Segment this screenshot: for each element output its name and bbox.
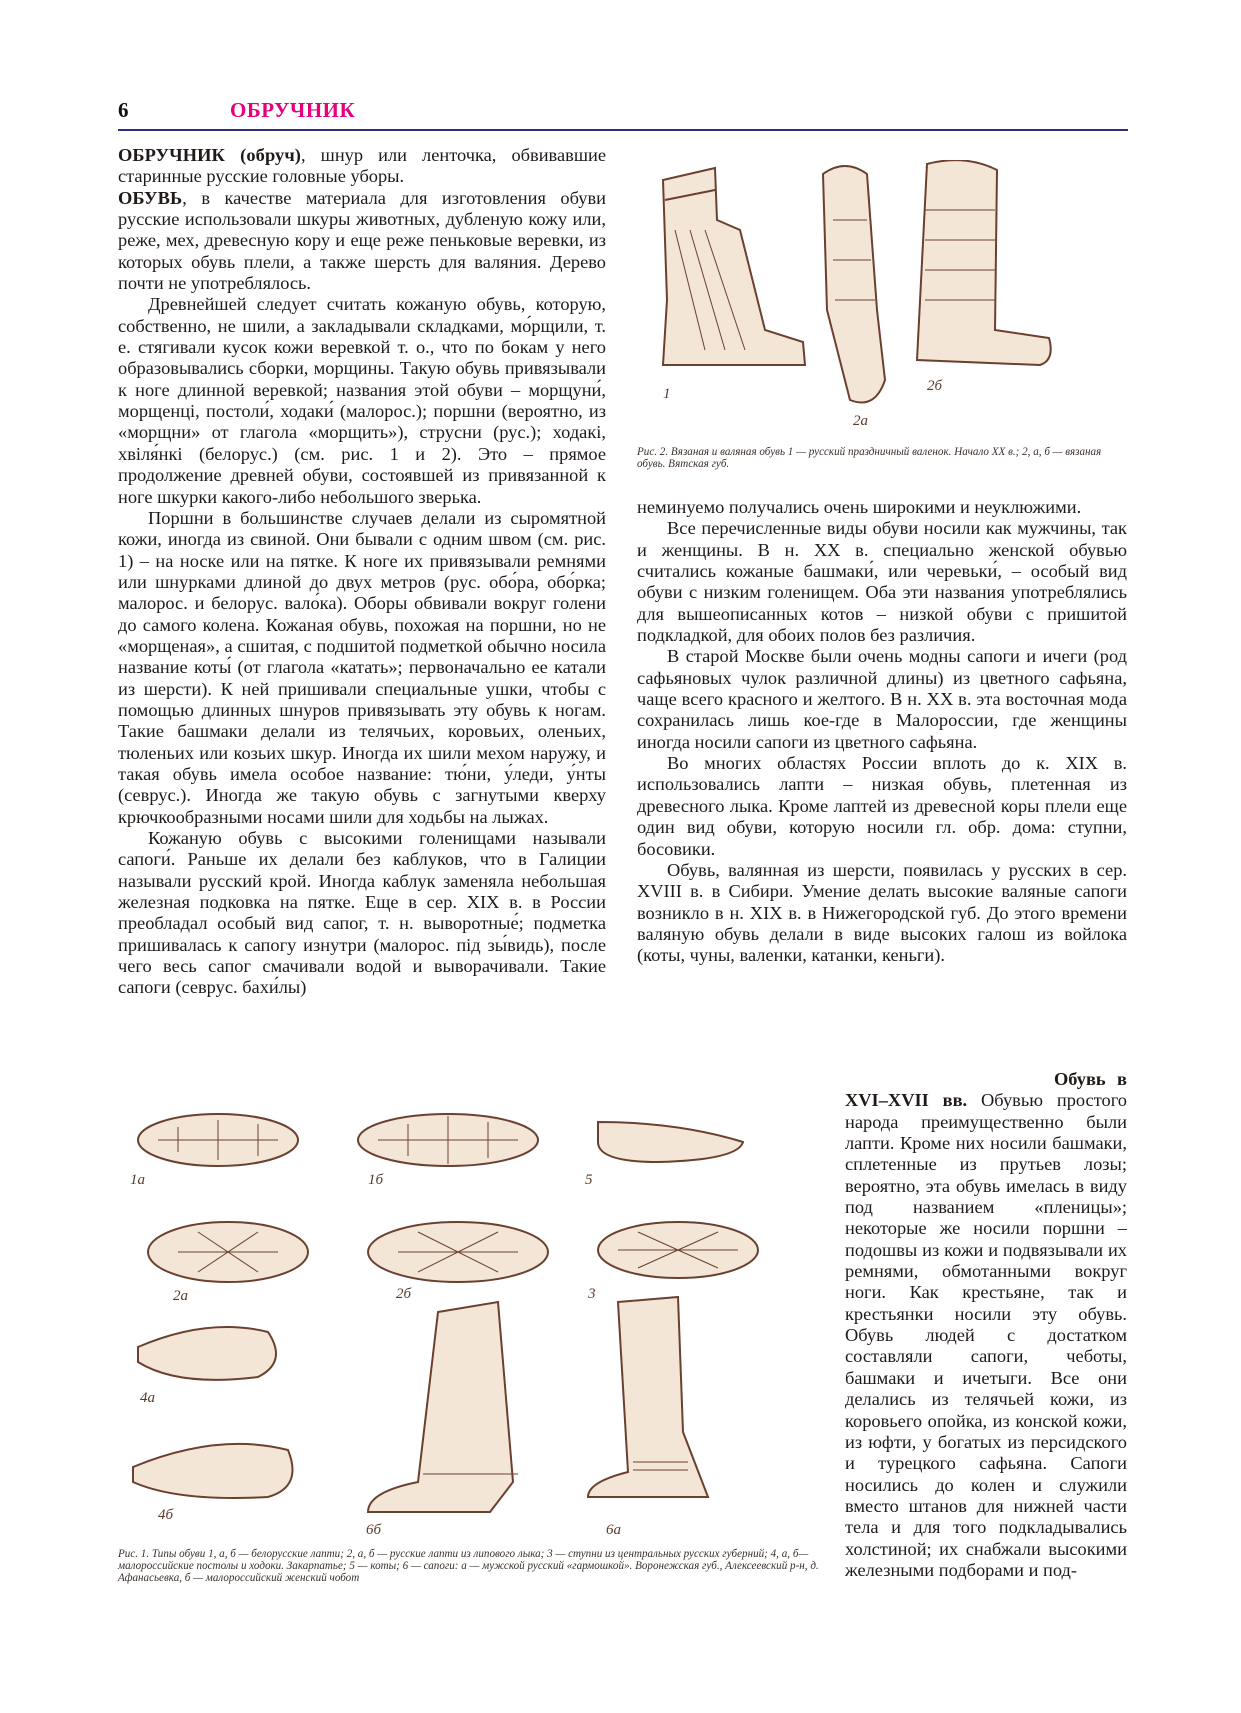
paragraph: Обувь, валянная из шерсти, появилась у русских в сер. XVIII в. в Сибири. Умение делать высокие валяные сапоги возникло в н. XIX в. в Нижегородской губ. До этого времени валяную обувь делали в виде высоких галош из войлока (коты, чуны, валенки, катанки, кеньги). xyxy=(637,859,1127,966)
hodaki-4b-shape xyxy=(133,1444,293,1498)
figure-label: 1б xyxy=(368,1172,384,1188)
entry-obuv: ОБУВЬ, в качестве материала для изготовления обуви русские использовали шкуры животных, дубленую кожу или, реже, мех, древесную кору и еще реже пеньковые веревки, из которых обувь плели, а также шерсть для валяния. Дерево почти не употреблялось. xyxy=(118,187,606,294)
page-number: 6 xyxy=(118,98,129,122)
entry-obruchnik: ОБРУЧНИК (обруч), шнур или ленточка, обвивавшие старинные русские головные уборы. xyxy=(118,145,606,187)
figure-2-illustration xyxy=(645,160,1125,440)
figure-label: 6б xyxy=(366,1522,382,1538)
figure-label: 2б xyxy=(396,1286,412,1302)
entry-headword: ОБУВЬ xyxy=(118,187,183,208)
figure-2-caption: Рис. 2. Вязаная и валяная обувь 1 — русский праздничный валенок. Начало XX в.; 2, а, б — вязаная обувь. Вятская губ. xyxy=(637,446,1102,470)
text-column-right xyxy=(637,497,1127,967)
boot-2a-shape xyxy=(823,166,885,403)
entry-headword: ОБРУЧНИК (обруч) xyxy=(118,145,302,165)
figure-label: 5 xyxy=(585,1172,593,1188)
text-column-right-lower xyxy=(428,1069,1127,1690)
page-header xyxy=(118,94,1128,134)
running-title: ОБРУЧНИК xyxy=(230,98,356,122)
figure-label: 2а xyxy=(173,1288,188,1304)
figure-label: 4а xyxy=(140,1390,155,1406)
paragraph: Все перечисленные виды обуви носили как мужчины, так и женщины. В н. XX в. специально женской обувью считались кожаные башмаки́, или черевьки́, – особый вид обуви с низким голенищем. Оба эти названия употреблялись для вышеописанных котов – низкой обуви с пришитой подкладкой, для обоих полов без различия. xyxy=(637,518,1127,646)
paragraph: Обувь в XVI–XVII вв. Обувью простого народа преимущественно были лапти. Кроме них носили башмаки, сплетенные из прутьев лозы; вероятно, эта обувь имелась в виду под названием «пленицы»; некоторые же носили поршни – подошвы из кожи и подвязывали их ремнями, обмотанными вокруг ноги. Как крестьяне, так и крестьянки носили эту обувь. Обувь людей с достатком составляли сапоги, чеботы, башмаки и ичетыги. Все они делались из телячьей кожи, из коровьего опойка, из конской кожи, из юфти, у богатых из персидского и турецкого сафьяна. Сапоги носились до колен и служили вместо штанов для нижней части тела и для того подкладывались холстиной; их снабжали высокими железными подборами и под- xyxy=(845,1069,1127,1580)
figure-label: 2б xyxy=(927,378,943,394)
felt-boots-drawing xyxy=(645,160,1125,440)
section-heading: Обувь в XVI–XVII вв. xyxy=(845,1069,1127,1111)
paragraph: неминуемо получались очень широкими и неуклюжими. xyxy=(637,497,1082,517)
figure-label: 3 xyxy=(588,1286,596,1302)
text-column-left xyxy=(118,145,606,999)
boot-2b-shape xyxy=(917,160,1051,365)
figure-label: 1а xyxy=(130,1172,145,1188)
header-rule xyxy=(118,129,1128,131)
figure-wrap-spacer xyxy=(428,1090,845,1690)
paragraph: Древнейшей следует считать кожаную обувь, которую, собственно, не шили, а закладывали складками, мо́рщили, т. е. стягивали кусок кожи веревкой т. о., что по бокам у него образовывались сборки, морщины. Такую обувь привязывали к ноге длинной веревкой; названия этой обуви – морщуни́, морщенці, постоли́, ходаки́ (малорос.); поршни (вероятно, из «морщни» от глагола «морщить»), струсни (рус.); ходакі, хвіля́нкі (белорус.) (см. рис. 1 и 2). Это – прямое продолжение древней обуви, состоявшей из привязанной к ноге шкурки какого-либо небольшого зверька. xyxy=(118,294,606,507)
figure-1-caption: Рис. 1. Типы обуви 1, а, б — белорусские лапти; 2, а, б — русские лапти из липового лыка; 3 — ступни из центральных русских губерний; 4, а, б— малороссийские постолы и ходоки. Закарпатье; 5 — коты; 6 — сапоги: а — мужской русский «гармошкой». Воронежская губ., Алексеевский р-н, д. Афанасьевка, б — малороссийский женский чобот xyxy=(118,1548,819,1584)
paragraph: Во многих областях России вплоть до к. XIX в. использовались лапти – низкая обувь, плетенная из древесного лыка. Кроме лаптей из древесной коры плели еще один вид обуви, которую носили гл. обр. дома: ступни, босовики. xyxy=(637,753,1127,859)
figure-label: 2а xyxy=(853,413,868,429)
figure-label: 6а xyxy=(606,1522,621,1538)
paragraph: Поршни в большинстве случаев делали из сыромятной кожи, иногда из свиной. Они бывали с одним швом (см. рис. 1) – на носке или на пятке. К ноге их привязывали ремнями или шнурками длиной до двух метров (рус. обо́ра, обо́рка; малорос. и белорус. вало́ка). Оборы обвивали вокруг голени до самого колена. Кожаная обувь, похожая на поршни, но не «морщеная», а сшитая, с подшитой подметкой обычно носила название коты́ (от глагола «катать»; первоначально ее катали из шерсти). К ней пришивали специальные ушки, чтобы с помощью длинных шнуров привязывать эту обувь к ногам. Такие башмаки делали из телячьих, коровьих, оленьих, тюленьих или козьих шкур. Иногда их шили мехом наружу, и такая обувь имела особое название: тю́ни, у́леди, у́нты (севрус.). Иногда же такую обувь с загнутыми кверху крючкообразными носами шили для ходьбы на лыжах. xyxy=(118,507,606,827)
paragraph: В старой Москве были очень модны сапоги и ичеги (род сафьяновых чулок различной длины) из цветного сафьяна, чаще всего красного и желтого. В н. XX в. эта восточная мода сохранилась лишь кое-где в Малороссии, где женщины иногда носили сапоги из цветного сафьяна. xyxy=(637,646,1127,752)
figure-label: 4б xyxy=(158,1507,174,1523)
figure-label: 1 xyxy=(663,386,671,402)
paragraph: Кожаную обувь с высокими голенищами называли сапоги́. Раньше их делали без каблуков, что в Галиции называли русский крой. Иногда каблук заменяла небольшая железная подковка на пятке. Еще в сер. XIX в. в России преобладал особый вид сапог, т. н. выворотные́; подметка пришивалась к сапогу изнутри (малорос. пiд зы́видь), после чего весь сапог смачивали водой и выворачивали. Такие сапоги (севрус. бахи́лы) xyxy=(118,828,606,998)
postoly-4a-shape xyxy=(138,1327,276,1380)
